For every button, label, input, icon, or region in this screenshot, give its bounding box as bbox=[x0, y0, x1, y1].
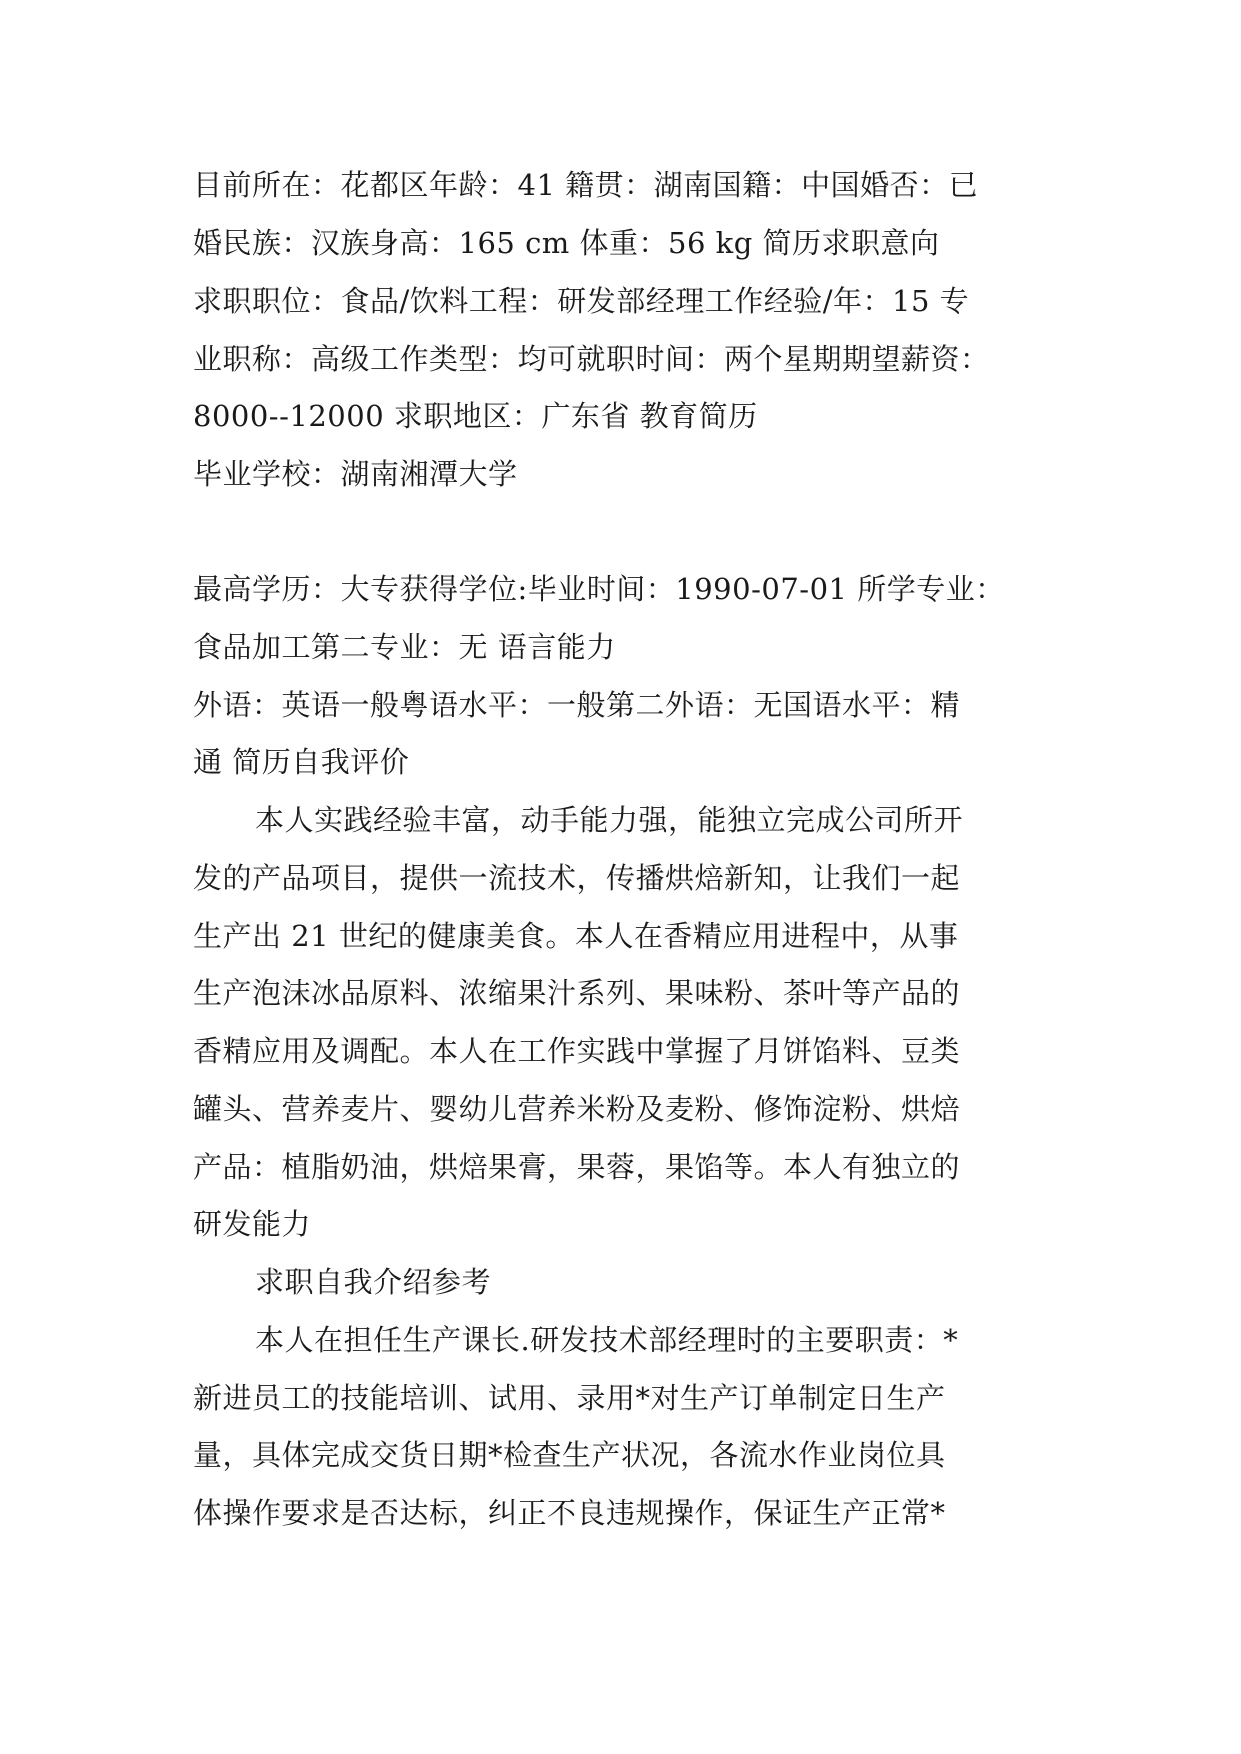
self-evaluation-line-4: 生产泡沫冰品原料、浓缩果汁系列、果味粉、茶叶等产品的 bbox=[193, 976, 961, 1010]
language-line-2: 通 简历自我评价 bbox=[193, 745, 410, 779]
language-line-1: 外语：英语一般粤语水平：一般第二外语：无国语水平：精 bbox=[193, 688, 961, 722]
intro-line-4: 体操作要求是否达标，纠正不良违规操作，保证生产正常* bbox=[193, 1496, 946, 1530]
self-evaluation-line-1: 本人实践经验丰富，动手能力强，能独立完成公司所开 bbox=[255, 803, 964, 837]
self-evaluation-line-8: 研发能力 bbox=[193, 1207, 312, 1241]
self-evaluation-line-3: 生产出 21 世纪的健康美食。本人在香精应用进程中，从事 bbox=[193, 919, 959, 953]
school-line: 毕业学校：湖南湘潭大学 bbox=[193, 457, 518, 491]
self-evaluation-line-7: 产品：植脂奶油，烘焙果膏，果蓉，果馅等。本人有独立的 bbox=[193, 1150, 961, 1184]
self-evaluation-line-2: 发的产品项目，提供一流技术，传播烘焙新知，让我们一起 bbox=[193, 861, 961, 895]
education-line-2: 食品加工第二专业：无 语言能力 bbox=[193, 630, 616, 664]
profile-line-1: 目前所在：花都区年龄：41 籍贯：湖南国籍：中国婚否：已 bbox=[193, 168, 979, 202]
self-evaluation-line-6: 罐头、营养麦片、婴幼儿营养米粉及麦粉、修饰淀粉、烘焙 bbox=[193, 1092, 961, 1126]
intro-line-2: 新进员工的技能培训、试用、录用*对生产订单制定日生产 bbox=[193, 1381, 946, 1415]
profile-line-3: 求职职位：食品/饮料工程：研发部经理工作经验/年：15 专 bbox=[193, 284, 970, 318]
section-heading-intro: 求职自我介绍参考 bbox=[255, 1265, 492, 1299]
intro-line-3: 量，具体完成交货日期*检查生产状况，各流水作业岗位具 bbox=[193, 1438, 946, 1472]
self-evaluation-line-5: 香精应用及调配。本人在工作实践中掌握了月饼馅料、豆类 bbox=[193, 1034, 961, 1068]
profile-line-2: 婚民族：汉族身高：165 cm 体重：56 kg 简历求职意向 bbox=[193, 226, 940, 260]
profile-line-5: 8000--12000 求职地区：广东省 教育简历 bbox=[193, 399, 758, 433]
education-line-1: 最高学历：大专获得学位:毕业时间：1990-07-01 所学专业： bbox=[193, 572, 1005, 606]
profile-line-4: 业职称：高级工作类型：均可就职时间：两个星期期望薪资： bbox=[193, 342, 990, 376]
intro-line-1: 本人在担任生产课长.研发技术部经理时的主要职责：* bbox=[255, 1323, 959, 1357]
